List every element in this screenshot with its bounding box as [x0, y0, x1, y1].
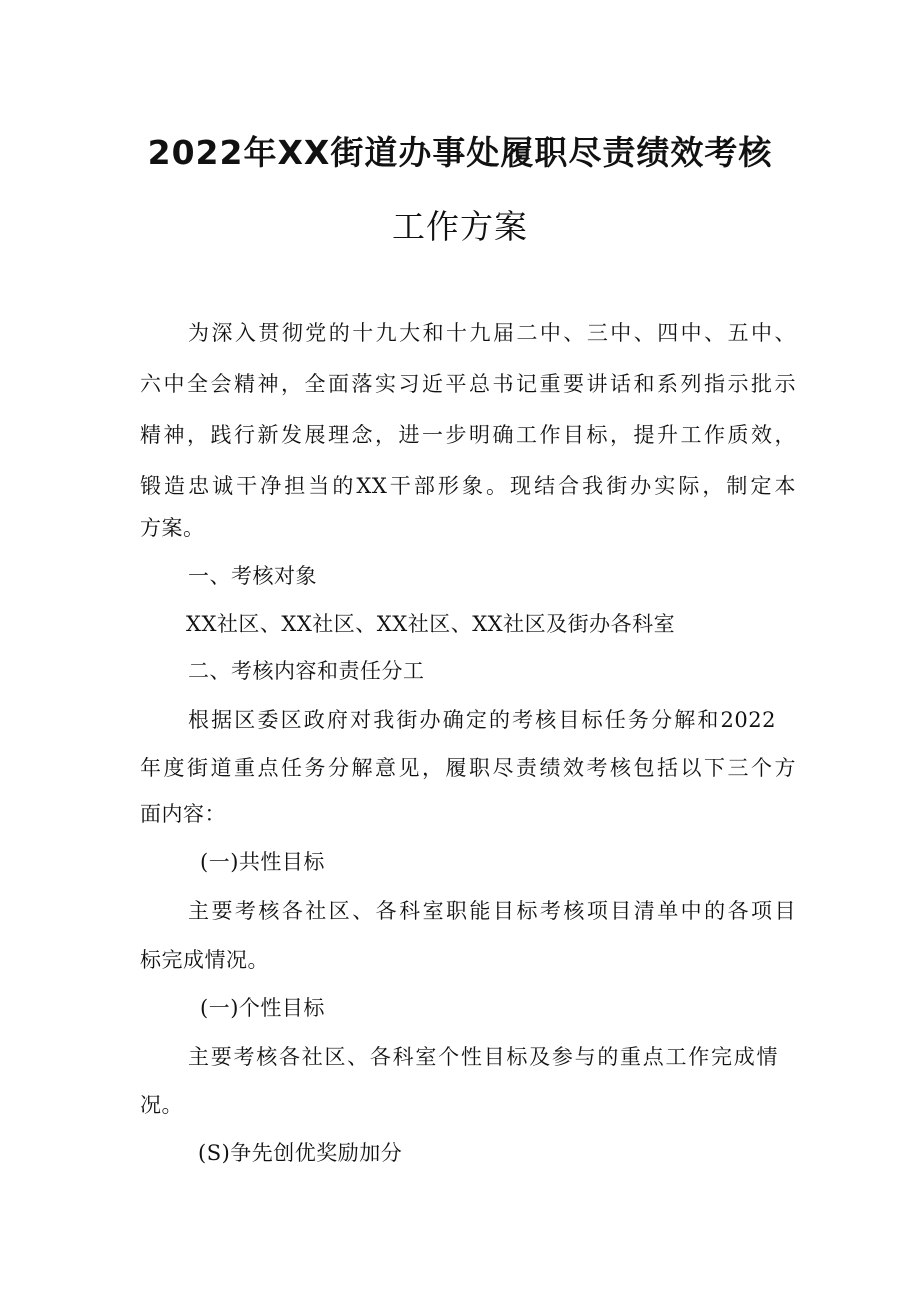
- intro-line-5: 方案。: [140, 516, 205, 540]
- subsection-1-body-line-1: 主要考核各社区、各科室职能目标考核项目清单中的各项目: [188, 899, 796, 923]
- document-title-line-2: 工作方案: [392, 207, 528, 246]
- subsection-1-body-line-2: 标完成情况。: [140, 948, 269, 972]
- subsection-2-body-line-1: 主要考核各社区、各科室个性目标及参与的重点工作完成情: [188, 1045, 778, 1069]
- subsection-2-body-line-2: 况。: [140, 1093, 183, 1117]
- subsection-3-heading: (S)争先创优奖励加分: [198, 1141, 403, 1165]
- section-2-body-line-1: 根据区委区政府对我街办确定的考核目标任务分解和2022: [188, 708, 776, 732]
- section-1-heading: 一、考核对象: [188, 564, 317, 588]
- subsection-2-heading: (一)个性目标: [200, 996, 325, 1020]
- section-2-body-line-2: 年度街道重点任务分解意见，履职尽责绩效考核包括以下三个方: [140, 756, 796, 780]
- intro-line-1: 为深入贯彻党的十九大和十九届二中、三中、四中、五中、: [188, 321, 796, 345]
- section-1-body: XX社区、XX社区、XX社区、XX社区及街办各科室: [186, 612, 676, 636]
- section-2-heading: 二、考核内容和责任分工: [188, 659, 425, 683]
- intro-line-3: 精神，践行新发展理念，进一步明确工作目标，提升工作质效，: [140, 423, 796, 447]
- intro-line-4: 锻造忠诚干净担当的XX干部形象。现结合我街办实际，制定本: [140, 474, 796, 498]
- section-2-body-line-3: 面内容：: [140, 802, 226, 826]
- subsection-1-heading: (一)共性目标: [200, 850, 325, 874]
- document-title-line-1: 2022年XX街道办事处履职尽责绩效考核: [147, 133, 773, 172]
- intro-line-2: 六中全会精神，全面落实习近平总书记重要讲话和系列指示批示: [140, 372, 796, 396]
